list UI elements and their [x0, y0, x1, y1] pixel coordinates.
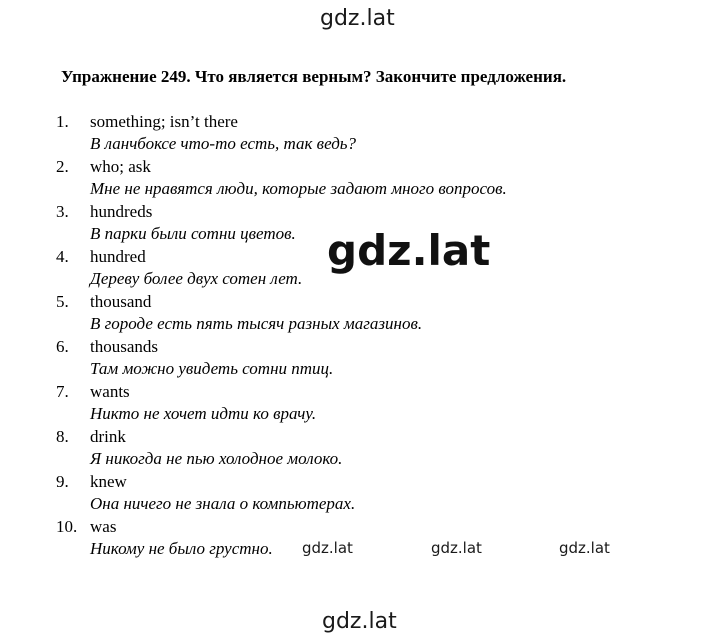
- item-answer: wants: [90, 382, 130, 401]
- watermark-inline-2: gdz.lat: [431, 539, 482, 557]
- watermark-center: gdz.lat: [327, 226, 491, 275]
- list-item: [56, 291, 656, 336]
- item-number: 3.: [56, 202, 69, 221]
- item-number: 4.: [56, 247, 69, 266]
- item-translation: Дереву более двух сотен лет.: [90, 269, 303, 288]
- list-item: [56, 381, 656, 426]
- item-translation: Мне не нравятся люди, которые задают много вопросов.: [90, 179, 507, 198]
- item-number: 7.: [56, 382, 69, 401]
- item-answer: thousands: [90, 337, 158, 356]
- item-number: 5.: [56, 292, 69, 311]
- item-answer: drink: [90, 427, 126, 446]
- list-item: [56, 471, 656, 516]
- answer-list: [56, 111, 656, 561]
- item-translation: Там можно увидеть сотни птиц.: [90, 359, 334, 378]
- item-answer: who; ask: [90, 157, 151, 176]
- item-translation: Она ничего не знала о компьютерах.: [90, 494, 356, 513]
- watermark-bottom: gdz.lat: [322, 609, 397, 634]
- list-item: [56, 336, 656, 381]
- item-translation: Никто не хочет идти ко врачу.: [90, 404, 317, 423]
- item-translation: В городе есть пять тысяч разных магазинов.: [90, 314, 423, 333]
- watermark-inline-3: gdz.lat: [559, 539, 610, 557]
- item-number: 9.: [56, 472, 69, 491]
- item-answer: was: [90, 517, 117, 536]
- item-number: 1.: [56, 112, 69, 131]
- watermark-inline-1: gdz.lat: [302, 539, 353, 557]
- exercise-heading: Упражнение 249. Что является верным? Закончите предложения.: [61, 67, 567, 86]
- item-number: 8.: [56, 427, 69, 446]
- item-translation: Я никогда не пью холодное молоко.: [90, 449, 343, 468]
- list-item: [56, 156, 656, 201]
- list-item: [56, 111, 656, 156]
- item-answer: hundred: [90, 247, 146, 266]
- item-number: 2.: [56, 157, 69, 176]
- item-translation: В ланчбоксе что-то есть, так ведь?: [90, 134, 357, 153]
- item-translation: В парки были сотни цветов.: [90, 224, 296, 243]
- item-answer: hundreds: [90, 202, 153, 221]
- item-number: 6.: [56, 337, 69, 356]
- list-item: [56, 426, 656, 471]
- item-answer: knew: [90, 472, 127, 491]
- watermark-top: gdz.lat: [320, 6, 395, 31]
- item-translation: Никому не было грустно.: [90, 539, 273, 558]
- item-answer: thousand: [90, 292, 152, 311]
- item-number: 10.: [56, 517, 78, 536]
- item-answer: something; isn’t there: [90, 112, 238, 131]
